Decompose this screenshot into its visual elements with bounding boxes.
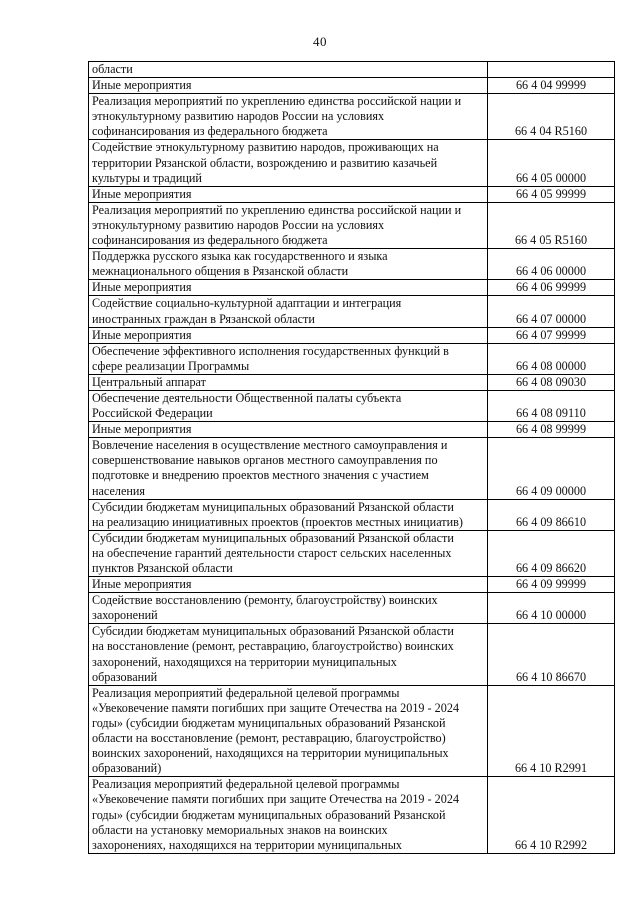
row-code-cell: 66 4 09 00000 [488,438,615,499]
row-name-line: подготовке и внедрению проектов местного значения с участием [92,468,429,483]
table-row [89,94,615,140]
row-code-cell: 66 4 10 R2992 [488,777,615,853]
row-name-line: Иные мероприятия [92,327,192,342]
row-code-cell: 66 4 07 99999 [488,327,615,343]
row-name-line: воинских захоронений, находящихся на территории муниципальных [92,746,449,761]
row-name-line: софинансирования из федерального бюджета [92,233,328,248]
row-name-line: Содействие социально-культурной адаптации и интеграция [92,296,402,311]
row-name-line: Содействие восстановлению (ремонту, благоустройству) воинских [92,593,438,608]
row-name-line: Иные мероприятия [92,422,192,437]
row-name-cell [89,140,488,186]
row-name-line: области на установку мемориальных знаков на воинских [92,822,388,837]
row-code-cell: 66 4 04 99999 [488,78,615,94]
row-name-line: софинансирования из федерального бюджета [92,124,328,139]
row-name-line: Обеспечение деятельности Общественной палаты субъекта [92,390,402,405]
table-row [89,577,615,593]
row-name-line: Иные мероприятия [92,280,192,295]
row-name-line: Иные мероприятия [92,186,192,201]
table-row [89,140,615,186]
row-code-cell: 66 4 08 09030 [488,374,615,390]
row-name-line: Вовлечение населения в осуществление местного самоуправления и [92,438,448,453]
row-code-cell: 66 4 05 R5160 [488,202,615,248]
row-name-line: области [92,62,133,76]
row-name-cell [89,577,488,593]
row-name-cell [89,777,488,853]
row-name-line: Реализация мероприятий по укреплению единства российской нации и [92,94,462,109]
row-name-cell [89,499,488,530]
row-name-line: захоронениях, находящихся на территории муниципальных [92,837,402,852]
row-name-line: образований) [92,761,162,776]
row-name-cell [89,94,488,140]
row-name-line: Реализация мероприятий федеральной целевой программы [92,685,400,700]
row-code-cell: 66 4 10 R2991 [488,685,615,777]
row-name-line: Реализация мероприятий федеральной целевой программы [92,777,400,792]
row-name-line: Иные мероприятия [92,78,192,93]
row-code-cell: 66 4 08 00000 [488,343,615,374]
table-row [89,280,615,296]
row-code-cell: 66 4 04 R5160 [488,94,615,140]
row-name-cell [89,280,488,296]
row-name-line: «Увековечение памяти погибших при защите Отечества на 2019 - 2024 [92,792,460,807]
row-name-cell [89,624,488,685]
table-row [89,374,615,390]
row-name-line: образований [92,669,158,684]
row-name-cell [89,422,488,438]
row-name-line: годы» (субсидии бюджетам муниципальных образований Рязанской [92,715,446,730]
row-name-line: области на восстановление (ремонт, реставрацию, благоустройство) [92,731,446,746]
table-row [89,296,615,327]
row-name-line: захоронений, находящихся на территории муниципальных [92,654,397,669]
row-name-line: Субсидии бюджетам муниципальных образований Рязанской области [92,624,454,639]
row-name-line: Субсидии бюджетам муниципальных образований Рязанской области [92,499,454,514]
row-name-cell [89,62,488,78]
row-name-line: Поддержка русского языка как государственного и языка [92,249,388,264]
row-name-cell [89,530,488,576]
table-row [89,777,615,853]
row-name-line: пунктов Рязанской области [92,561,233,575]
row-code-cell: 66 4 06 00000 [488,249,615,280]
table-row [89,202,615,248]
row-name-line: совершенствование навыков органов местного самоуправления по [92,453,438,468]
row-name-line: Реализация мероприятий по укреплению единства российской нации и [92,202,462,217]
row-code-cell: 66 4 08 09110 [488,390,615,421]
row-name-line: межнационального общения в Рязанской области [92,264,349,279]
row-name-line: Российской Федерации [92,406,213,421]
row-name-line: на обеспечение гарантий деятельности старост сельских населенных [92,545,452,560]
row-code-cell: 66 4 09 99999 [488,577,615,593]
row-name-cell [89,390,488,421]
table-row [89,327,615,343]
row-name-cell [89,343,488,374]
row-code-cell: 66 4 10 00000 [488,593,615,624]
row-code-cell: 66 4 08 99999 [488,422,615,438]
row-name-line: сфере реализации Программы [92,358,250,373]
row-name-line: Иные мероприятия [92,577,192,592]
page-number: 40 [313,34,327,49]
row-name-line: Обеспечение эффективного исполнения государственных функций в [92,343,449,358]
row-name-line: Субсидии бюджетам муниципальных образований Рязанской области [92,530,454,545]
row-code-cell: 66 4 09 86610 [488,499,615,530]
row-code-cell [488,62,615,78]
table-row [89,186,615,202]
table-row [89,343,615,374]
row-name-line: на восстановление (ремонт, реставрацию, благоустройство) воинских [92,639,454,654]
row-name-cell [89,202,488,248]
row-name-line: Содействие этнокультурному развитию народов, проживающих на [92,140,439,155]
row-name-cell [89,327,488,343]
row-name-line: годы» (субсидии бюджетам муниципальных образований Рязанской [92,807,446,822]
table-body [89,62,615,854]
row-name-cell [89,249,488,280]
table-row [89,422,615,438]
table-row [89,530,615,576]
row-name-line: населения [92,483,146,498]
row-code-cell: 66 4 06 99999 [488,280,615,296]
table-row [89,438,615,499]
row-name-cell [89,374,488,390]
row-name-line: «Увековечение памяти погибших при защите Отечества на 2019 - 2024 [92,700,460,715]
row-name-cell [89,438,488,499]
table-row [89,593,615,624]
row-name-cell [89,296,488,327]
row-name-line: этнокультурному развитию народов России на условиях [92,109,385,124]
row-code-cell: 66 4 05 99999 [488,186,615,202]
table-row [89,499,615,530]
row-name-line: этнокультурному развитию народов России на условиях [92,217,385,232]
row-name-line: на реализацию инициативных проектов (проектов местных инициатив) [92,514,463,529]
row-name-cell [89,186,488,202]
table-row [89,685,615,777]
row-code-cell: 66 4 05 00000 [488,140,615,186]
table-row [89,62,615,78]
row-code-cell: 66 4 07 00000 [488,296,615,327]
row-name-cell [89,593,488,624]
budget-classification-table [88,61,615,854]
row-name-cell [89,685,488,777]
row-name-line: иностранных граждан в Рязанской области [92,311,315,326]
row-name-line: культуры и традиций [92,170,202,185]
row-name-line: территории Рязанской области, возрождению и развитию казачьей [92,155,438,170]
row-code-cell: 66 4 09 86620 [488,530,615,576]
row-name-line: захоронений [92,608,158,623]
row-name-line: Центральный аппарат [92,374,206,389]
table-row [89,390,615,421]
table-row [89,78,615,94]
row-name-cell [89,78,488,94]
table-row [89,624,615,685]
table-row [89,249,615,280]
row-code-cell: 66 4 10 86670 [488,624,615,685]
